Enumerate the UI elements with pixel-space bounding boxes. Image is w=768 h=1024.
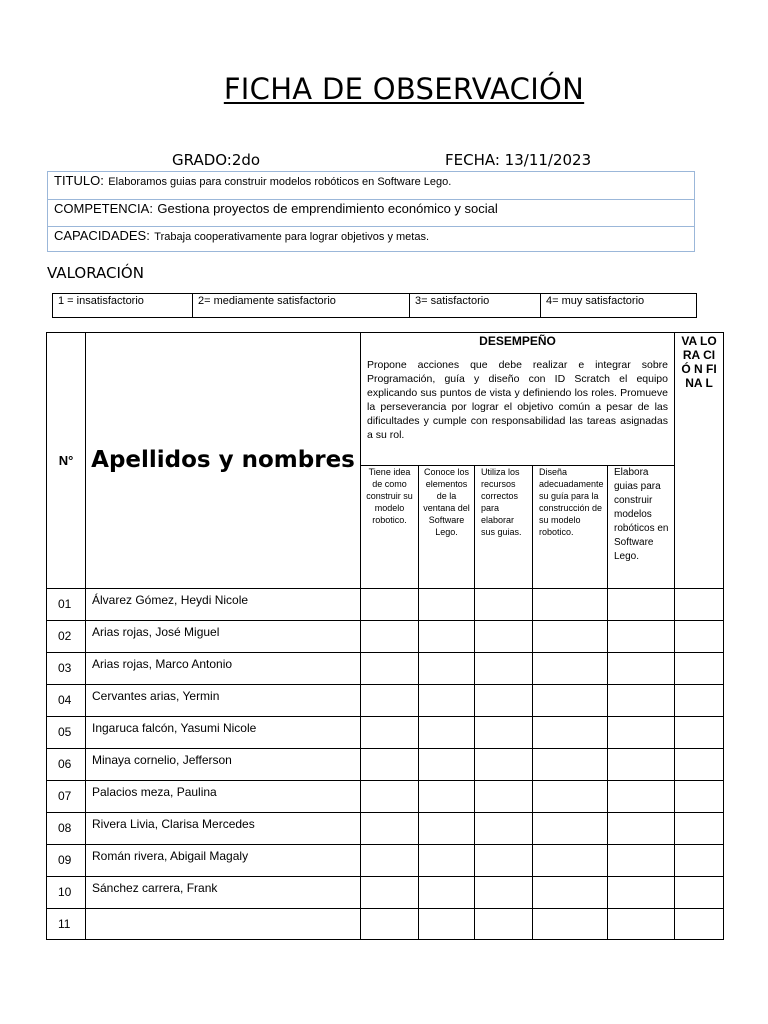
row-number: 04 bbox=[47, 685, 86, 717]
score-cell[interactable] bbox=[475, 589, 533, 621]
row-number: 10 bbox=[47, 877, 86, 909]
score-cell[interactable] bbox=[608, 653, 675, 685]
score-cell[interactable] bbox=[361, 749, 419, 781]
score-cell[interactable] bbox=[533, 813, 608, 845]
document-title: FICHA DE OBSERVACIÓN bbox=[223, 72, 585, 106]
score-cell[interactable] bbox=[419, 813, 475, 845]
row-number: 08 bbox=[47, 813, 86, 845]
final-score-cell[interactable] bbox=[675, 621, 724, 653]
rating-scale bbox=[52, 293, 697, 318]
score-cell[interactable] bbox=[608, 781, 675, 813]
scale-item: 4= muy satisfactorio bbox=[541, 294, 697, 318]
score-cell[interactable] bbox=[533, 877, 608, 909]
student-name: Cervantes arias, Yermin bbox=[86, 685, 361, 717]
table-row bbox=[47, 653, 724, 685]
score-cell[interactable] bbox=[361, 717, 419, 749]
grade-label: GRADO:2do bbox=[172, 151, 261, 169]
score-cell[interactable] bbox=[361, 845, 419, 877]
capacidades-row bbox=[48, 226, 694, 253]
final-score-cell[interactable] bbox=[675, 909, 724, 940]
final-score-cell[interactable] bbox=[675, 685, 724, 717]
score-cell[interactable] bbox=[533, 653, 608, 685]
student-name: Palacios meza, Paulina bbox=[86, 781, 361, 813]
score-cell[interactable] bbox=[419, 845, 475, 877]
criterion-header: Tiene idea de como construir su modelo robotico. bbox=[361, 466, 419, 589]
row-number: 09 bbox=[47, 845, 86, 877]
score-cell[interactable] bbox=[475, 781, 533, 813]
score-cell[interactable] bbox=[475, 653, 533, 685]
titulo-value: Elaboramos guias para construir modelos robóticos en Software Lego. bbox=[108, 176, 452, 188]
score-cell[interactable] bbox=[475, 749, 533, 781]
final-score-cell[interactable] bbox=[675, 653, 724, 685]
valoracion-final-text: VA LO RA CI Ó N FI NA L bbox=[681, 334, 717, 390]
capacidades-value: Trabaja cooperativamente para lograr objetivos y metas. bbox=[154, 231, 430, 243]
row-number: 03 bbox=[47, 653, 86, 685]
capacidades-label: CAPACIDADES: bbox=[54, 228, 150, 243]
score-cell[interactable] bbox=[533, 845, 608, 877]
scale-item: 2= mediamente satisfactorio bbox=[193, 294, 410, 318]
student-name: Sánchez carrera, Frank bbox=[86, 877, 361, 909]
final-score-cell[interactable] bbox=[675, 589, 724, 621]
score-cell[interactable] bbox=[608, 749, 675, 781]
score-cell[interactable] bbox=[419, 909, 475, 940]
competencia-row bbox=[48, 199, 694, 226]
desempeno-description: Propone acciones que debe realizar e integrar sobre Programación, guía y diseño con ID Scratch el equipo explicando sus puntos de vista y definiendo los roles. Promueve la perseverancia por lograr el objetivo común a pesar de las dificultades y cumple con responsabilidad las tareas asignadas a su rol. bbox=[367, 359, 668, 441]
score-cell[interactable] bbox=[361, 877, 419, 909]
desempeno-header bbox=[361, 333, 675, 466]
criterion-header: Conoce los elementos de la ventana del Software Lego. bbox=[419, 466, 475, 589]
student-name: Arias rojas, José Miguel bbox=[86, 621, 361, 653]
table-row bbox=[47, 685, 724, 717]
student-name bbox=[86, 909, 361, 940]
date-label: FECHA: 13/11/2023 bbox=[445, 151, 592, 169]
score-cell[interactable] bbox=[419, 589, 475, 621]
names-header-text: Apellidos y nombres bbox=[91, 447, 355, 473]
valoracion-final-header bbox=[675, 333, 724, 589]
score-cell[interactable] bbox=[361, 781, 419, 813]
competencia-label: COMPETENCIA: bbox=[54, 201, 153, 216]
student-name: Arias rojas, Marco Antonio bbox=[86, 653, 361, 685]
score-cell[interactable] bbox=[361, 685, 419, 717]
table-row bbox=[47, 813, 724, 845]
score-cell[interactable] bbox=[419, 781, 475, 813]
row-number: 01 bbox=[47, 589, 86, 621]
info-box bbox=[47, 171, 695, 252]
table-row bbox=[47, 621, 724, 653]
number-column-header: N° bbox=[47, 333, 86, 589]
score-cell[interactable] bbox=[361, 653, 419, 685]
competencia-value: Gestiona proyectos de emprendimiento económico y social bbox=[157, 201, 498, 216]
table-row bbox=[47, 749, 724, 781]
scale-item: 3= satisfactorio bbox=[410, 294, 541, 318]
table-row bbox=[47, 877, 724, 909]
student-name: Ingaruca falcón, Yasumi Nicole bbox=[86, 717, 361, 749]
score-cell[interactable] bbox=[533, 749, 608, 781]
final-score-cell[interactable] bbox=[675, 877, 724, 909]
score-cell[interactable] bbox=[533, 781, 608, 813]
score-cell[interactable] bbox=[608, 589, 675, 621]
score-cell[interactable] bbox=[361, 621, 419, 653]
score-cell[interactable] bbox=[361, 813, 419, 845]
score-cell[interactable] bbox=[475, 877, 533, 909]
score-cell[interactable] bbox=[419, 653, 475, 685]
criterion-header: Elabora guias para construir modelos robóticos en Software Lego. bbox=[608, 466, 675, 589]
student-name: Minaya cornelio, Jefferson bbox=[86, 749, 361, 781]
student-name: Román rivera, Abigail Magaly bbox=[86, 845, 361, 877]
score-cell[interactable] bbox=[475, 685, 533, 717]
criterion-header: Utiliza los recursos correctos para elaborar sus guias. bbox=[475, 466, 533, 589]
score-cell[interactable] bbox=[608, 717, 675, 749]
score-cell[interactable] bbox=[533, 717, 608, 749]
row-number: 02 bbox=[47, 621, 86, 653]
titulo-label: TITULO: bbox=[54, 173, 104, 188]
row-number: 06 bbox=[47, 749, 86, 781]
score-cell[interactable] bbox=[533, 685, 608, 717]
score-cell[interactable] bbox=[361, 589, 419, 621]
score-cell[interactable] bbox=[475, 621, 533, 653]
score-cell[interactable] bbox=[533, 589, 608, 621]
score-cell[interactable] bbox=[475, 845, 533, 877]
final-score-cell[interactable] bbox=[675, 749, 724, 781]
final-score-cell[interactable] bbox=[675, 813, 724, 845]
score-cell[interactable] bbox=[419, 621, 475, 653]
names-column-header bbox=[86, 333, 361, 589]
desempeno-title: DESEMPEÑO bbox=[479, 334, 556, 348]
score-cell[interactable] bbox=[419, 685, 475, 717]
score-cell[interactable] bbox=[419, 877, 475, 909]
score-cell[interactable] bbox=[419, 749, 475, 781]
score-cell[interactable] bbox=[533, 909, 608, 940]
score-cell[interactable] bbox=[608, 909, 675, 940]
valoracion-heading: VALORACIÓN bbox=[47, 264, 144, 282]
score-cell[interactable] bbox=[608, 845, 675, 877]
table-row bbox=[47, 589, 724, 621]
score-cell[interactable] bbox=[361, 909, 419, 940]
final-score-cell[interactable] bbox=[675, 845, 724, 877]
table-row bbox=[47, 845, 724, 877]
table-row bbox=[47, 909, 724, 940]
score-cell[interactable] bbox=[608, 621, 675, 653]
criterion-header: Diseña adecuadamente su guía para la construcción de su modelo robotico. bbox=[533, 466, 608, 589]
score-cell[interactable] bbox=[475, 813, 533, 845]
score-cell[interactable] bbox=[419, 717, 475, 749]
score-cell[interactable] bbox=[608, 685, 675, 717]
score-cell[interactable] bbox=[533, 621, 608, 653]
row-number: 07 bbox=[47, 781, 86, 813]
score-cell[interactable] bbox=[608, 877, 675, 909]
observation-table bbox=[46, 332, 724, 940]
score-cell[interactable] bbox=[475, 909, 533, 940]
final-score-cell[interactable] bbox=[675, 781, 724, 813]
row-number: 05 bbox=[47, 717, 86, 749]
titulo-row bbox=[48, 172, 694, 199]
scale-item: 1 = insatisfactorio bbox=[53, 294, 193, 318]
student-name: Rivera Livia, Clarisa Mercedes bbox=[86, 813, 361, 845]
score-cell[interactable] bbox=[475, 717, 533, 749]
table-row bbox=[47, 717, 724, 749]
table-row bbox=[47, 781, 724, 813]
final-score-cell[interactable] bbox=[675, 717, 724, 749]
student-name: Álvarez Gómez, Heydi Nicole bbox=[86, 589, 361, 621]
score-cell[interactable] bbox=[608, 813, 675, 845]
row-number: 11 bbox=[47, 909, 86, 940]
